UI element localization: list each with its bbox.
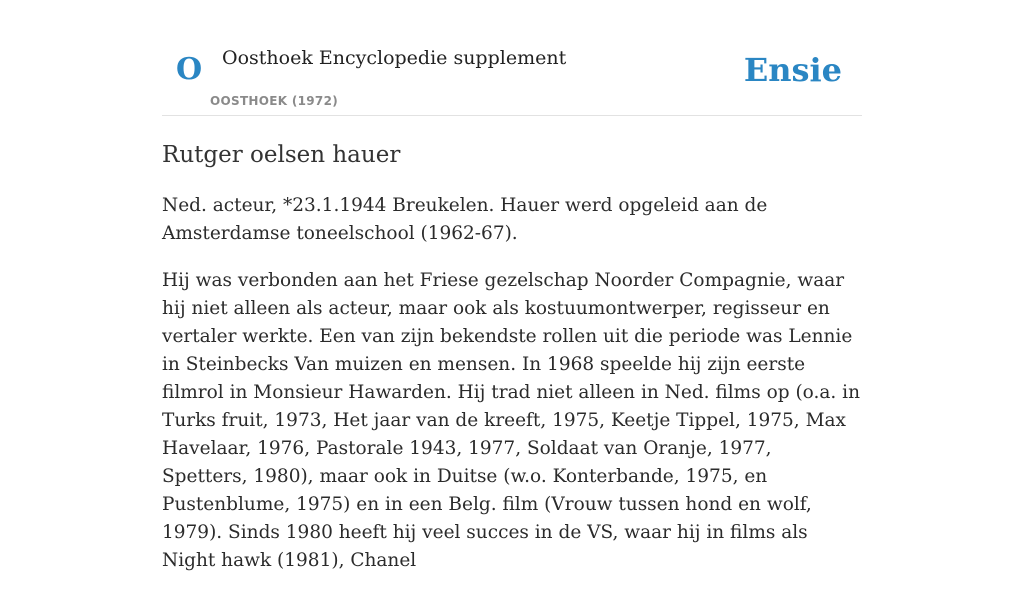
article-page [162,0,862,571]
ensie-logo[interactable]: Ensie [743,51,842,89]
source-header [162,0,862,116]
article-title: Rutger oelsen hauer [162,142,401,168]
source-publisher: OOSTHOEK (1972) [210,94,339,108]
article-paragraph: Ned. acteur, *23.1.1944 Breukelen. Hauer werd opgeleid aan de Amsterdamse toneelschool (1962-67). [162,195,768,244]
source-letter-badge[interactable]: O [176,52,203,87]
article-body [162,192,862,594]
source-title-link[interactable]: Oosthoek Encyclopedie supplement [222,47,567,69]
article-paragraph: Hij was verbonden aan het Friese gezelschap Noorder Compagnie, waar hij niet alleen als acteur, maar ook als kostuumontwerper, regisseur en vertaler werkte. Een van zijn bekendste rollen uit die periode was Lennie in Steinbecks Van muizen en mensen. In 1968 speelde hij zijn eerste filmrol in Monsieur Hawarden. Hij trad niet alleen in Ned. films op (o.a. in Turks fruit, 1973, Het jaar van de kreeft, 1975, Keetje Tippel, 1975, Max Havelaar, 1976, Pastorale 1943, 1977, Soldaat van Oranje, 1977, Spetters, 1980), maar ook in Duitse (w.o. Konterbande, 1975, en Pustenblume, 1975) en in een Belg. film (Vrouw tussen hond en wolf, 1979). Sinds 1980 heeft hij veel succes in de VS, waar hij in films als Night hawk (1981), Chanel [162,270,860,571]
